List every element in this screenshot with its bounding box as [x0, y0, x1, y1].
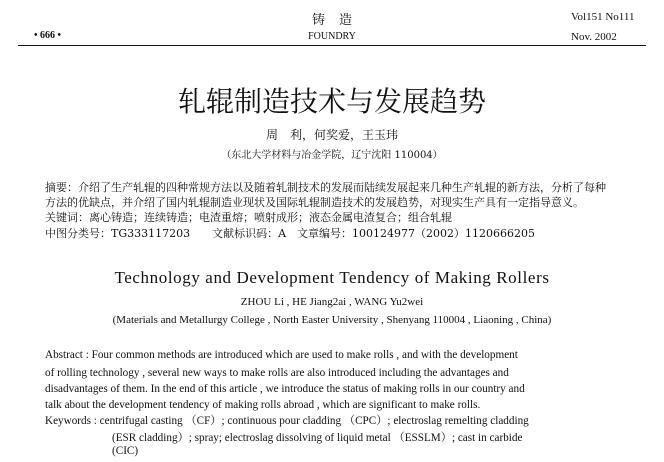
- abstract-cn-line-2: 方法的优缺点，并介绍了国内轧辊制造业现状及国际轧辊制造技术的发展趋势，对现实生产具有一定指导意义。: [45, 196, 584, 209]
- paper-title-cn: 轧辊制造技术与发展趋势: [177, 85, 486, 118]
- volume-issue: Vol151 No111: [571, 11, 635, 23]
- authors-en: ZHOU Li , HE Jiang2ai , WANG Yu2wei: [240, 296, 424, 308]
- abstract-en-line-1: Abstract : Four common methods are introduced which are used to make rolls , and with the development: [45, 349, 518, 361]
- keywords-en-line-3: (CIC): [112, 445, 139, 457]
- affiliation-en: (Materials and Metallurgy College , North Easter University , Shenyang 110004 , Liaoning , China): [112, 314, 552, 326]
- classification-cn: 中图分类号：TG333117203 文献标识码：A 文章编号：100124977（2002）1120666205: [45, 227, 536, 240]
- keywords-en-line-2: (ESR cladding）; spray; electroslag dissolving of liquid metal （ESSLM）; cast in carbide: [112, 432, 523, 444]
- page-number: • 666 •: [34, 30, 62, 41]
- journal-name-cn: 铸造: [311, 13, 366, 28]
- journal-name-en: FOUNDRY: [308, 31, 356, 42]
- affiliation-cn: （东北大学材料与冶金学院，辽宁沈阳 110004）: [221, 150, 443, 161]
- header-rule: [18, 45, 646, 46]
- abstract-cn-line-1: 摘要：介绍了生产轧辊的四种常规方法以及随着轧制技术的发展而陆续发展起来几种生产轧辊的新方法，分析了每种: [45, 181, 606, 194]
- authors-cn: 周 利，何奖爱，王玉玮: [265, 128, 398, 142]
- paper-title-en: Technology and Development Tendency of Making Rollers: [114, 268, 550, 287]
- abstract-en-line-2: of rolling technology , several new ways to make rolls are also introduced including the advantages and: [45, 367, 509, 379]
- issue-date: Nov. 2002: [571, 31, 617, 43]
- keywords-en-line-1: Keywords : centrifugal casting （CF）; continuous pour cladding （CPC）; electroslag remelting cladding: [45, 415, 529, 427]
- keywords-cn: 关键词：离心铸造；连续铸造；电渣重熔；喷射成形；液态金属电渣复合；组合轧辊: [45, 211, 452, 224]
- abstract-en-line-4: talk about the development tendency of making rolls abroad , which are significant to make rolls.: [45, 399, 481, 411]
- abstract-en-line-3: disadvantages of them. In the end of this article , we introduce the status of making rolls in our country and: [45, 383, 525, 395]
